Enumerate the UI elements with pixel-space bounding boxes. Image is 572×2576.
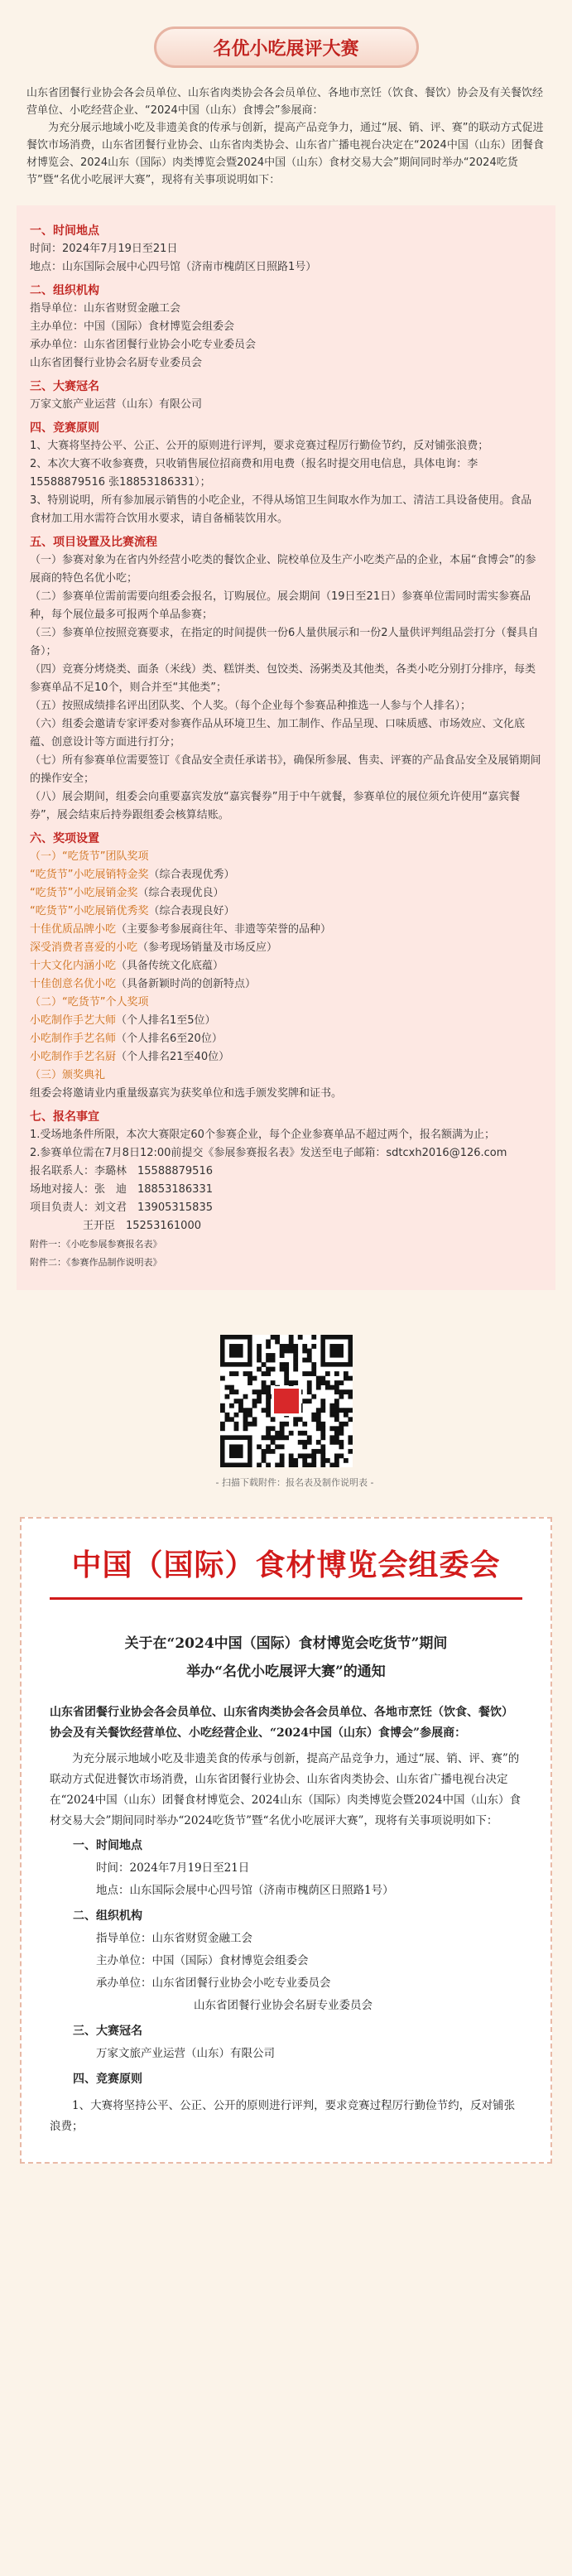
line-text: （八）展会期间，组委会向重要嘉宾发放“嘉宾餐券”用于中午就餐，参赛单位的展位须允许使用“嘉宾餐券”，展会结束后持券跟组委会核算结账。 [30,791,521,821]
section-line [30,661,542,697]
notice-line: 山东省团餐行业协会名厨专业委员会 [194,1999,373,2012]
intro-area [0,0,572,189]
award-note: （综合表现良好） [148,905,235,917]
notice-section-title: 一、时间地点 [73,1839,142,1852]
section-title: 二、组织机构 [30,284,99,297]
line-text: 项目负责人：刘文君 13905315835 [30,1201,213,1214]
line-text: 主办单位：中国（国际）食材博览会组委会 [30,320,235,333]
section-line [30,336,542,354]
line-text: 2.参赛单位需在7月8日12:00前提交《参展参赛报名表》发送至电子邮箱：sdtcxh2016@126.com [30,1147,507,1159]
line-text: （一）参赛对象为在省内外经营小吃类的餐饮企业、院校单位及生产小吃类产品的企业，本届“食博会”的参展商的特色名优小吃； [30,554,536,585]
notice-line: 万家文旅产业运营（山东）有限公司 [96,2047,275,2060]
award-note: （综合表现优秀） [148,869,235,881]
line-text: 指导单位：山东省财贸金融工会 [30,302,181,315]
award-note: （参考现场销量及市场反应） [137,941,278,954]
section-line [30,1126,542,1144]
section-line [30,437,542,455]
award-name: （一）“吃货节”团队奖项 [30,850,149,863]
section-line [30,396,542,414]
qr-block [215,1335,374,1489]
section-line [30,455,542,492]
section-line [30,1085,542,1103]
line-text: 时间：2024年7月19日至21日 [30,243,178,255]
award-name: 小吃制作手艺名厨 [30,1051,117,1063]
section-line [30,551,542,588]
award-name: （二）“吃货节”个人奖项 [30,996,149,1009]
award-name: “吃货节”小吃展销优秀奖 [30,905,149,917]
award-name: 十大文化内涵小吃 [30,960,117,972]
line-text: 1、大赛将坚持公平、公正、公开的原则进行评判，要求竞赛过程厉行勤俭节约，反对铺张浪费； [30,440,489,452]
section-line [30,921,542,939]
section-title: 四、竞赛原则 [30,421,99,435]
section-title: 一、时间地点 [30,224,99,238]
line-text: 万家文旅产业运营（山东）有限公司 [30,398,203,411]
section-line [30,788,542,825]
page-title: 名优小吃展评大赛 [154,26,419,68]
line-text: （七）所有参赛单位需要签订《食品安全责任承诺书》，确保所参展、售卖、评赛的产品食品安全及展销期间的操作安全； [30,754,541,785]
award-note: （具备传统文化底蕴） [116,960,224,972]
section-line [30,1144,542,1163]
section-line [30,624,542,661]
section-line [30,1048,542,1067]
section-line [30,318,542,336]
notice-section-title: 二、组织机构 [73,1909,142,1923]
intro-text [26,84,546,189]
line-text: 2、本次大赛不收参赛费，只收销售展位招商费和用电费（报名时提交用电信息，具体电询：李15588879516 张18853186331）； [30,458,478,489]
section-line [30,866,542,884]
award-note: （个人排名1至5位） [116,1014,216,1027]
rules-card [17,205,555,1290]
notice-title [50,1630,522,1686]
section-title: 五、项目设置及比赛流程 [30,536,157,549]
section-line [30,1163,542,1181]
section-line [30,939,542,957]
award-note: （个人排名21至40位） [116,1051,230,1063]
award-name: 小吃制作手艺大师 [30,1014,117,1027]
section-line [30,1012,542,1030]
award-note: （个人排名6至20位） [116,1033,223,1045]
section-title: 七、报名事宜 [30,1110,99,1124]
line-text: 1.受场地条件所限，本次大赛限定60个参赛企业，每个企业参赛单品不超过两个，报名额满为止； [30,1129,495,1141]
line-text: 地点：山东国际会展中心四号馆（济南市槐荫区日照路1号） [30,261,317,273]
section-line [30,300,542,318]
notice-line: 主办单位：中国（国际）食材博览会组委会 [96,1954,309,1967]
notice-title-line: 关于在“2024中国（国际）食材博览会吃货节”期间 [124,1635,448,1652]
award-note: （具备新颖时尚的创新特点） [116,978,257,990]
line-text: （五）按照成绩排名评出团队奖、个人奖。（每个企业每个参赛品种推选一人参与个人排名）； [30,700,472,712]
section-line [30,258,542,277]
notice-title-line: 举办“名优小吃展评大赛”的通知 [186,1664,386,1680]
section-line [30,1199,542,1217]
notice-paragraph: 为充分展示地域小吃及非遗美食的传承与创新，提高产品竞争力，通过“展、销、评、赛”的联动方式促进餐饮市场消费，山东省团餐行业协会、山东省肉类协会、山东省广播电视台决定在“2024中国（山东）团餐食材博览会、2024山东（国际）肉类博览会暨2024中国（山东）食材交易大会”期间同时举办“2024吃货节”暨“名优小吃展评大赛”，现将有关事项说明如下： [50,1752,521,1827]
award-name: 小吃制作手艺名师 [30,1033,117,1045]
notice-line: 指导单位：山东省财贸金融工会 [96,1932,252,1945]
award-name: “吃货节”小吃展销特金奖 [30,869,149,881]
section-line [30,994,542,1012]
section-line [30,715,542,752]
section-line [30,240,542,258]
line-text: 场地对接人：张 迪 18853186331 [30,1183,213,1196]
notice-section-title: 三、大赛冠名 [73,2025,142,2038]
section-line [30,588,542,624]
line-text: 组委会将邀请业内重量级嘉宾为获奖单位和选手颁发奖牌和证书。 [30,1087,343,1100]
section-line [30,1030,542,1048]
section-line [30,848,542,866]
intro-paragraph: 为充分展示地域小吃及非遗美食的传承与创新，提高产品竞争力，通过“展、销、评、赛”的联动方式促进餐饮市场消费，山东省团餐行业协会、山东省肉类协会、山东省广播电视台决定在“2024中国（山东）团餐食材博览会、2024山东（国际）肉类博览会暨2024中国（山东）食材交易大会”期间同时举办“2024吃货节”暨“名优小吃展评大赛”，现将有关事项说明如下： [26,122,544,186]
section-title: 三、大赛冠名 [30,380,99,393]
section-line [30,492,542,528]
line-text: 王开臣 15253161000 [83,1220,201,1232]
line-text: 报名联系人：李璐林 15588879516 [30,1165,213,1177]
section-line [30,957,542,975]
section-line [30,1067,542,1085]
notice-document [20,1517,552,2164]
award-name: 十佳优质品牌小吃 [30,923,117,936]
line-text: （三）参赛单位按照竞赛要求，在指定的时间提供一份6人量供展示和一份2人量供评判组品尝打分（餐具自备）； [30,627,539,657]
line-text: 山东省团餐行业协会名厨专业委员会 [30,357,203,369]
section-line [30,1217,542,1235]
award-name: “吃货节”小吃展销金奖 [30,887,138,899]
section-line [30,975,542,994]
award-name: （三）颁奖典礼 [30,1069,106,1081]
line-text: （六）组委会邀请专家评委对参赛作品从环境卫生、加工制作、作品呈现、口味质感、市场效应、文化底蕴、创意设计等方面进行打分； [30,718,526,749]
award-note: （主要参考参展商往年、非遗等荣誉的品种） [116,923,332,936]
section-line [30,354,542,373]
section-line [30,1235,542,1254]
notice-section-title: 四、竞赛原则 [73,2073,142,2086]
award-name: 十佳创意名优小吃 [30,978,117,990]
qr-code-graphic [220,1335,353,1467]
line-text: 承办单位：山东省团餐行业协会小吃专业委员会 [30,339,257,351]
section-line [30,884,542,903]
notice-addressee: 山东省团餐行业协会各会员单位、山东省肉类协会各会员单位、各地市烹饪（饮食、餐饮）协会及有关餐饮经营单位、小吃经营企业、“2024中国（山东）食博会”参展商： [50,1706,513,1740]
section-line [30,1254,542,1272]
notice-org-header: 中国（国际）食材博览会组委会 [50,1542,522,1600]
qr-code[interactable] [220,1335,353,1467]
section-line [30,697,542,715]
award-note: （综合表现优良） [137,887,224,899]
section-line [30,903,542,921]
line-text: （四）竞赛分烤烧类、面条（米线）类、糕饼类、包饺类、汤粥类及其他类，各类小吃分别打分排序，每类参赛单品不足10个，则合并至“其他类”； [30,663,536,694]
award-name: 深受消费者喜爱的小吃 [30,941,138,954]
section-line [30,752,542,788]
line-text: 附件一：《小吃参展参赛报名表》 [30,1239,162,1249]
notice-line: 地点：山东国际会展中心四号馆（济南市槐荫区日照路1号） [96,1884,394,1897]
intro-addressee: 山东省团餐行业协会各会员单位、山东省肉类协会各会员单位、各地市烹饪（饮食、餐饮）协会及有关餐饮经营单位、小吃经营企业、“2024中国（山东）食博会”参展商： [26,87,544,117]
line-text: 3、特别说明，所有参加展示销售的小吃企业，不得从场馆卫生间取水作为加工、清洁工具设备使用。食品食材加工用水需符合饮用水要求，请自备桶装饮用水。 [30,494,532,525]
notice-line: 承办单位：山东省团餐行业协会小吃专业委员会 [96,1977,331,1990]
section-line [30,1181,542,1199]
qr-caption: - 扫描下载附件：报名表及制作说明表 - [215,1477,374,1488]
notice-line: 时间：2024年7月19日至21日 [96,1861,250,1875]
line-text: 附件二：《参赛作品制作说明表》 [30,1257,162,1268]
line-text: （二）参赛单位需前需要向组委会报名，订购展位。展会期间（19日至21日）参赛单位需同时需实参赛品种，每个展位最多可报两个单品参赛； [30,590,531,621]
notice-paragraph: 1、大赛将坚持公平、公正、公开的原则进行评判，要求竞赛过程厉行勤俭节约，反对铺张浪费； [50,2099,516,2133]
section-title: 六、奖项设置 [30,832,99,845]
